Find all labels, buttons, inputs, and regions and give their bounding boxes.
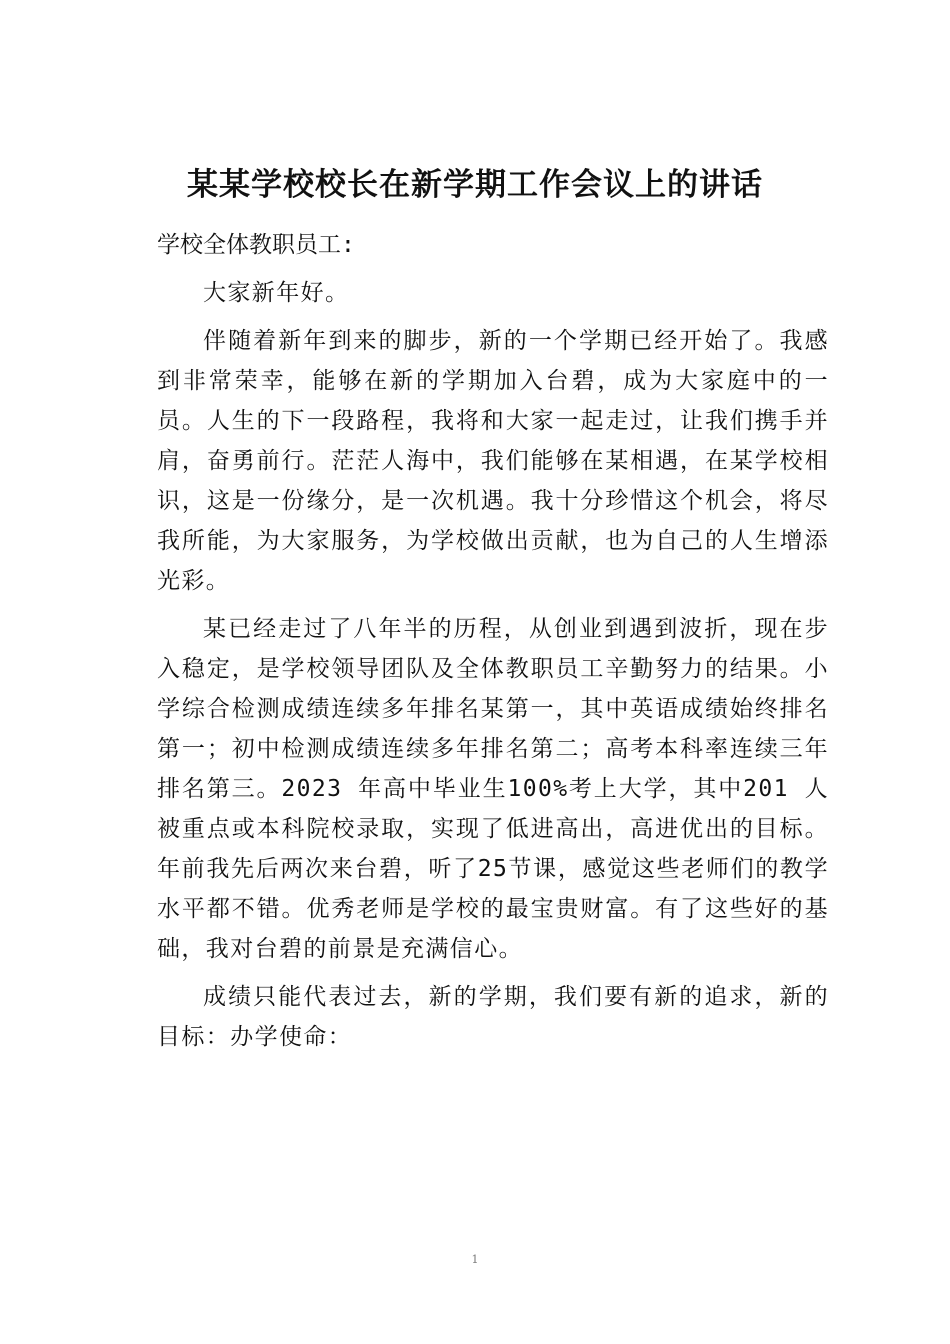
paragraph-achievements: 某已经走过了八年半的历程，从创业到遇到波折，现在步入稳定，是学校领导团队及全体教职员工辛勤努力的结果。小学综合检测成绩连续多年排名某第一，其中英语成绩始终排名第一；初中检测成绩连续多年排名第二；高考本科率连续三年排名第三。2023 年高中毕业生100%考上大学，其中201 人被重点或本科院校录取，实现了低进高出，高进优出的目标。年前我先后两次来台碧，听了25节课，感觉这些老师们的教学水平都不错。优秀老师是学校的最宝贵财富。有了这些好的基础，我对台碧的前景是充满信心。 bbox=[157, 616, 829, 962]
document-body bbox=[157, 225, 829, 1065]
document-title: 某某学校校长在新学期工作会议上的讲话 bbox=[187, 167, 763, 203]
page-number: 1 bbox=[471, 1253, 479, 1266]
paragraph-greeting: 大家新年好。 bbox=[203, 280, 350, 306]
salutation: 学校全体教职员工: bbox=[157, 232, 355, 258]
paragraph-new-goals: 成绩只能代表过去，新的学期，我们要有新的追求，新的目标：办学使命： bbox=[157, 984, 829, 1050]
paragraph-introduction: 伴随着新年到来的脚步，新的一个学期已经开始了。我感到非常荣幸，能够在新的学期加入台碧，成为大家庭中的一员。人生的下一段路程，我将和大家一起走过，让我们携手并肩，奋勇前行。茫茫人海中，我们能够在某相遇，在某学校相识，这是一份缘分，是一次机遇。我十分珍惜这个机会，将尽我所能，为大家服务，为学校做出贡献，也为自己的人生增添光彩。 bbox=[157, 328, 829, 594]
